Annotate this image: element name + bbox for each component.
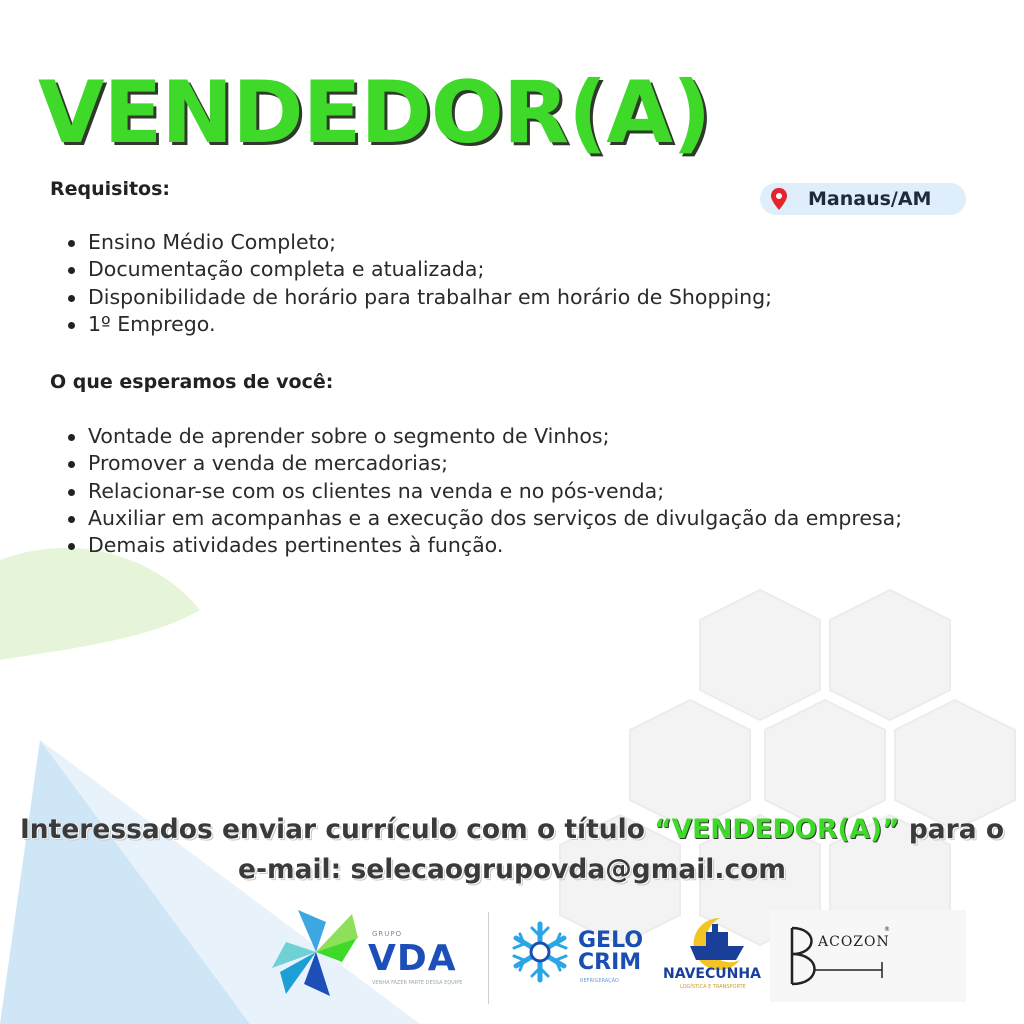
map-pin-icon [770,188,788,210]
bacozon-name: ACOZON [818,934,890,950]
gelo-tagline: REFRIGERAÇÃO [580,978,619,984]
vda-name: VDA [368,938,457,979]
list-item: Promover a venda de mercadorias; [66,450,938,477]
esperamos-heading: O que esperamos de você: [50,371,334,393]
requisitos-heading: Requisitos: [50,178,171,200]
list-item: Auxiliar em acompanhas e a execução dos serviços de divulgação da empresa; [66,505,938,532]
snowflake-icon [508,920,572,984]
bacozon-b-icon [770,910,966,1002]
crim-label: CRIM [578,950,642,975]
cta-highlight: “VENDEDOR(A)” [654,814,900,845]
vda-grupo-label: GRUPO [372,930,403,938]
esperamos-list [66,423,938,559]
list-item: Disponibilidade de horário para trabalhar em horário de Shopping; [66,284,938,311]
cta-email: e-mail: selecaogrupovda@gmail.com [238,854,786,885]
vda-pinwheel-icon [268,902,364,1002]
partner-logos [0,900,1024,1010]
cta-text-after: para o [899,814,1005,845]
cta-text-before: Interessados enviar currículo com o título [19,814,655,845]
call-to-action [0,810,1024,890]
list-item: Demais atividades pertinentes à função. [66,532,938,559]
ship-icon [660,914,770,970]
location-badge [760,183,966,215]
navecunha-logo [660,914,770,1000]
list-item: Relacionar-se com os clientes na venda e no pós-venda; [66,478,938,505]
gelo-crim-logo [508,920,648,1000]
vda-logo [268,902,478,1002]
gelo-label: GELO [578,928,644,953]
location-label: Manaus/AM [808,188,932,210]
bacozon-registered-mark: ® [884,926,890,933]
requisitos-list [66,229,938,338]
navecunha-tagline: LOGÍSTICA E TRANSPORTE [680,984,746,990]
list-item: Ensino Médio Completo; [66,229,938,256]
logo-divider [488,912,489,1004]
list-item: Documentação completa e atualizada; [66,256,938,283]
bacozon-logo [770,910,966,1002]
list-item: 1º Emprego. [66,311,938,338]
page-title: VENDEDOR(A) [38,63,711,163]
vda-tagline: VENHA FAZER PARTE DESSA EQUIPE [372,980,463,986]
list-item: Vontade de aprender sobre o segmento de Vinhos; [66,423,938,450]
cta-line-1 [0,810,1024,850]
navecunha-name: NAVECUNHA [663,966,761,982]
